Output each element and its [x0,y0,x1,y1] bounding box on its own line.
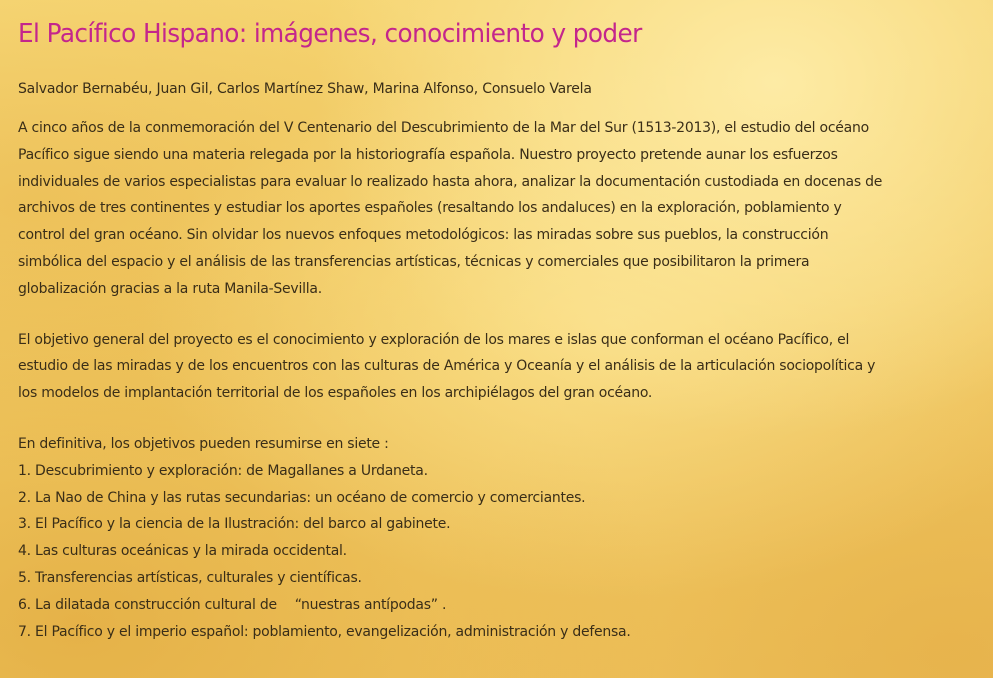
paragraph-line: simbólica del espacio y el análisis de las transferencias artísticas, técnicas y comerciales que posibilitaron la primera [18,253,810,270]
objective-item: 6. La dilatada construcción cultural de “nuestras antípodas” . [18,596,447,613]
objective-item: 1. Descubrimiento y exploración: de Magallanes a Urdaneta. [18,462,428,479]
paragraph-line: control del gran océano. Sin olvidar los nuevos enfoques metodológicos: las miradas sobre sus pueblos, la construcción [18,227,829,244]
paragraph-line: globalización gracias a la ruta Manila-Sevilla. [18,280,322,297]
objective-item: 3. El Pacífico y la ciencia de la Ilustración: del barco al gabinete. [18,516,451,533]
objectives-intro: En definitiva, los objetivos pueden resumirse en siete : [18,435,389,452]
objectives-list [18,458,984,646]
objective-item: 5. Transferencias artísticas, culturales y científicas. [18,569,362,586]
article [18,0,984,645]
objective-item: 4. Las culturas oceánicas y la mirada occidental. [18,543,347,560]
paragraph-line: archivos de tres continentes y estudiar los aportes españoles (resaltando los andaluces) en la exploración, poblamiento y [18,200,842,217]
paragraph-line: los modelos de implantación territorial de los españoles en los archipiélagos del gran océano. [18,385,653,402]
intro-paragraph [18,115,984,303]
paragraph-line: A cinco años de la conmemoración del V Centenario del Descubrimiento de la Mar del Sur (1513-2013), el estudio del océano [18,120,869,136]
article-authors: Salvador Bernabéu, Juan Gil, Carlos Martínez Shaw, Marina Alfonso, Consuelo Varela [18,81,592,97]
paragraph-line: individuales de varios especialistas para evaluar lo realizado hasta ahora, analizar la documentación custodiada en docenas de [18,173,883,190]
objectives-block [18,431,984,458]
paragraph-line: Pacífico sigue siendo una materia relegada por la historiografía española. Nuestro proyecto pretende aunar los esfuerzos [18,146,838,163]
objective-paragraph [18,327,984,407]
paragraph-line: El objetivo general del proyecto es el conocimiento y exploración de los mares e islas que conforman el océano Pacífico, el [18,331,850,348]
objective-item: 7. El Pacífico y el imperio español: poblamiento, evangelización, administración y defensa. [18,623,631,640]
objective-item: 2. La Nao de China y las rutas secundarias: un océano de comercio y comerciantes. [18,489,586,506]
paragraph-line: estudio de las miradas y de los encuentros con las culturas de América y Oceanía y el análisis de la articulación sociopolítica y [18,358,876,375]
article-title: El Pacífico Hispano: imágenes, conocimiento y poder [18,19,642,49]
